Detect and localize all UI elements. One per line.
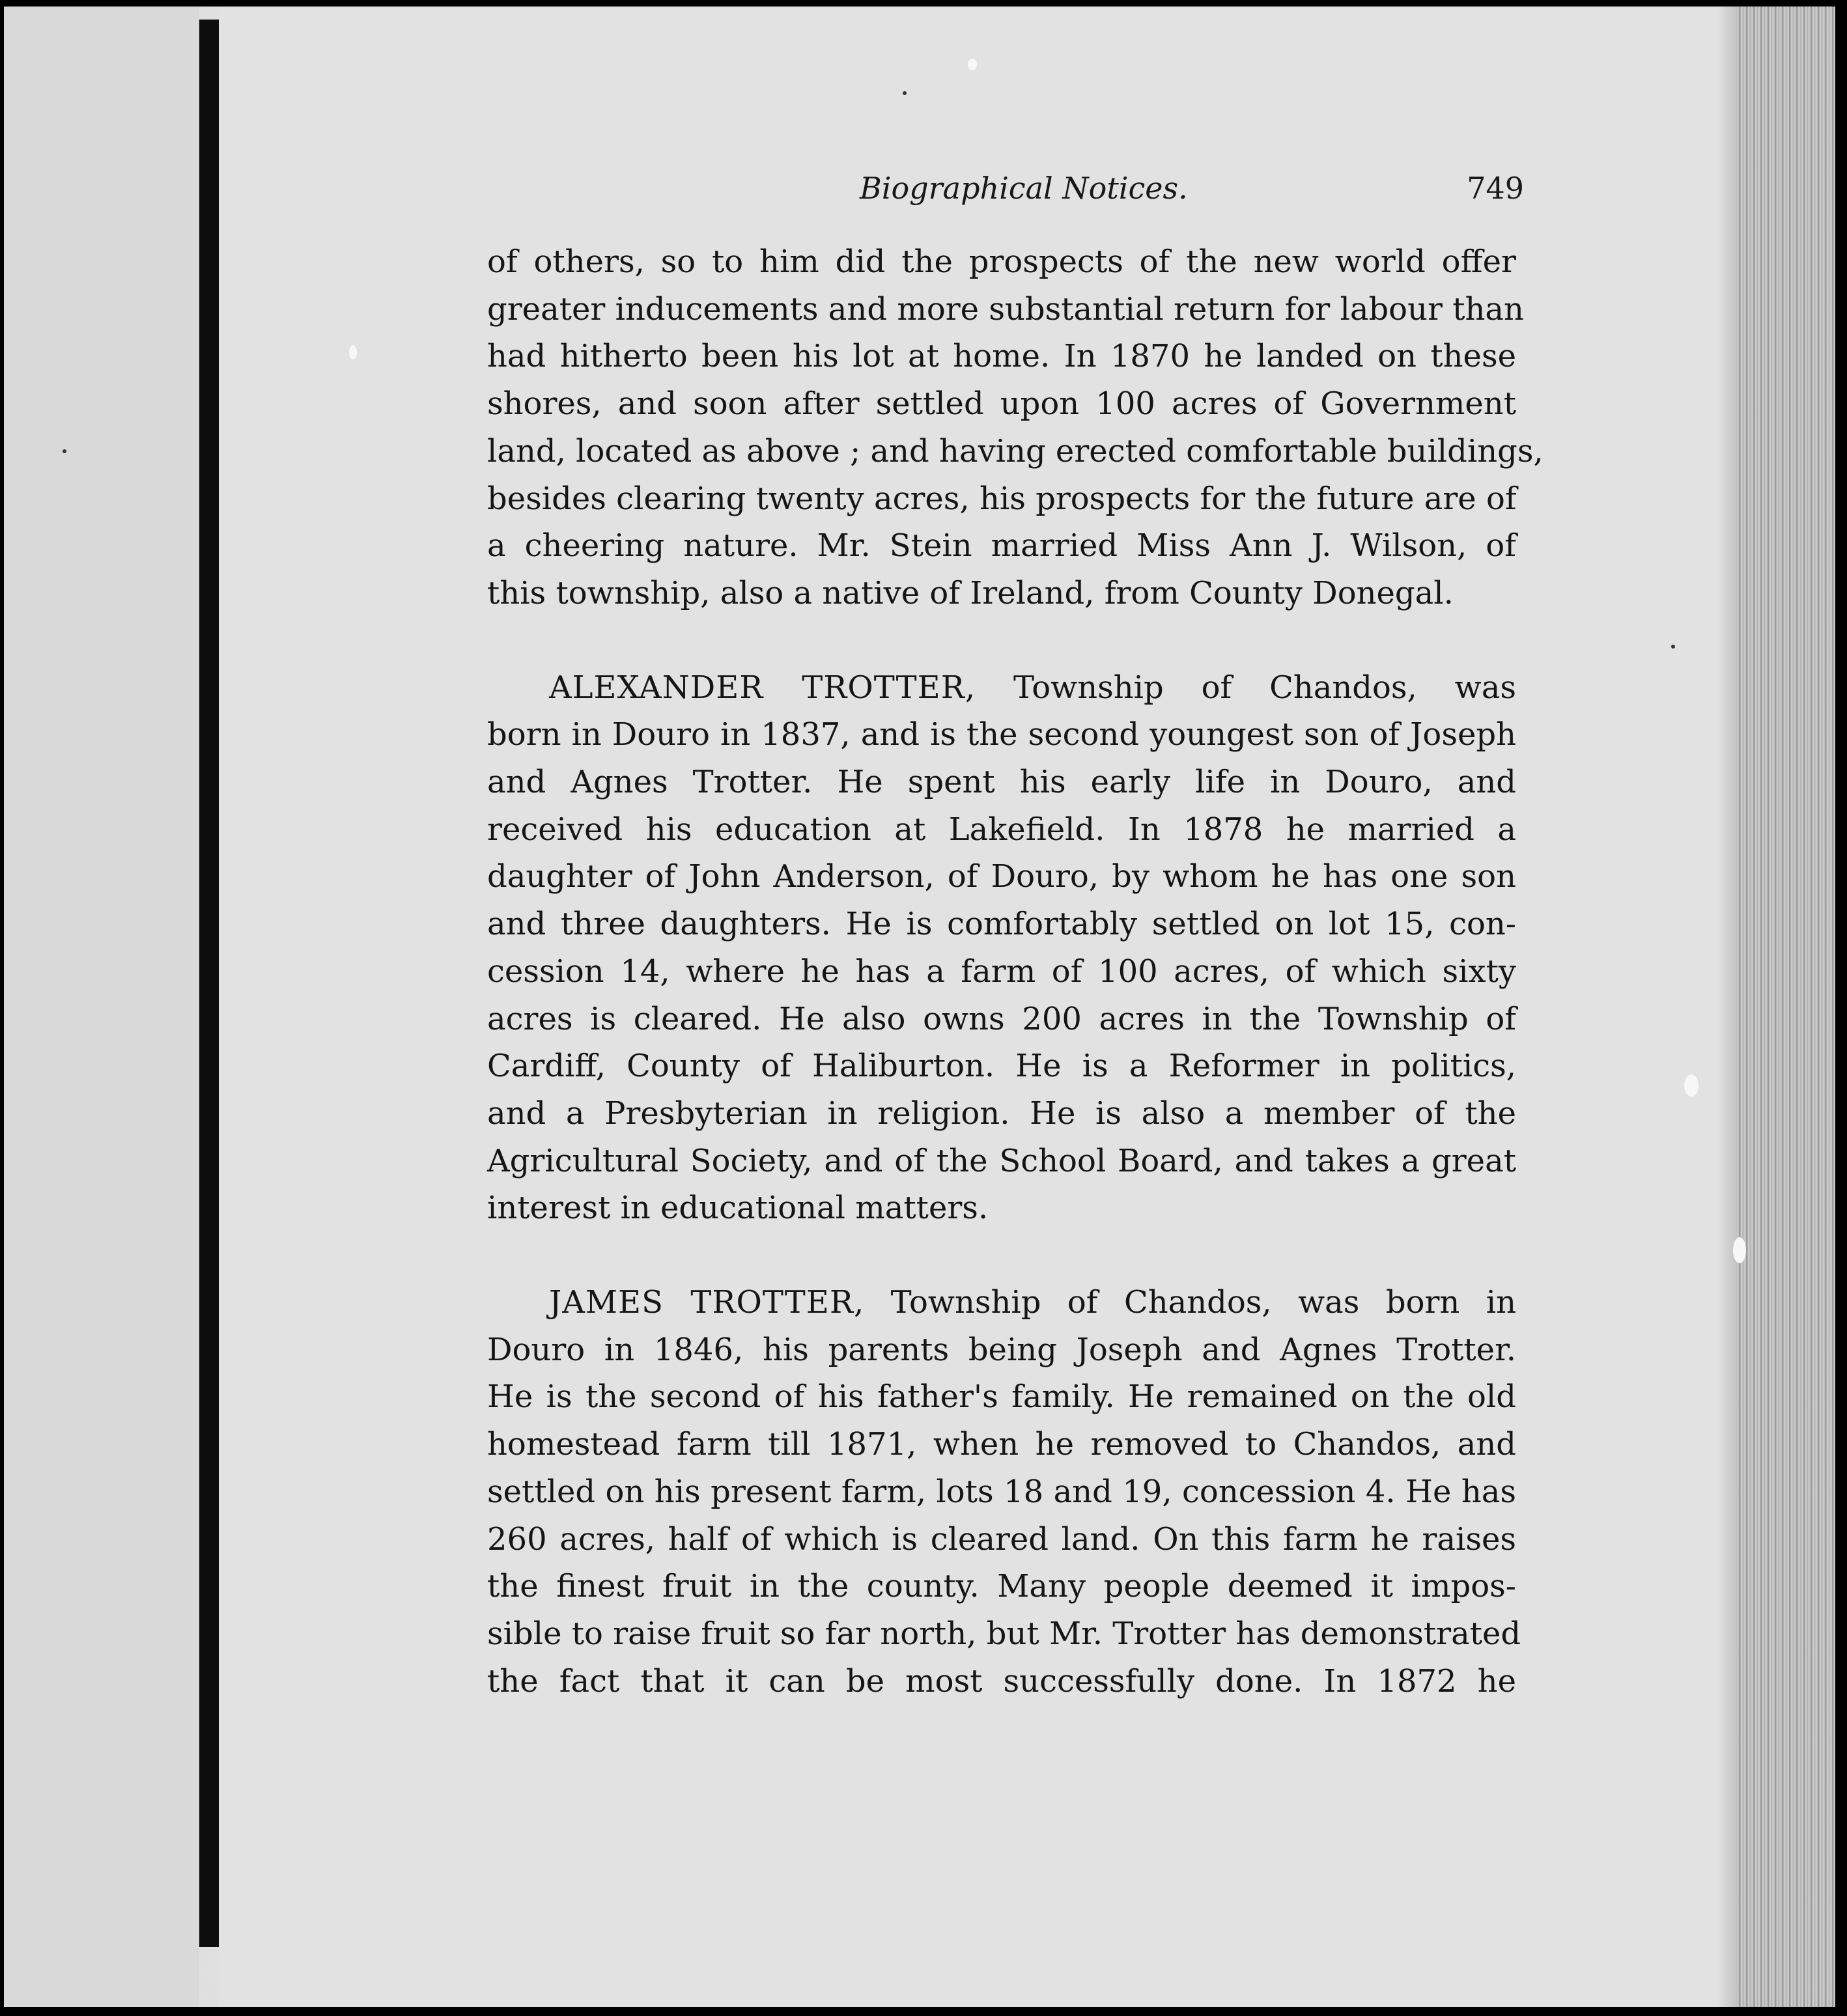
text-fragment: Township of Chandos, was born in bbox=[864, 1284, 1516, 1321]
text-line: Cardiff, County of Haliburton. He is a Reformer in politics, bbox=[487, 1048, 1516, 1085]
text-fragment: Township of Chandos, was bbox=[976, 669, 1516, 706]
text-line: He is the second of his father's family. He remained on the old bbox=[487, 1379, 1516, 1416]
scan-speck bbox=[903, 91, 907, 95]
paragraph-continued bbox=[487, 238, 1544, 617]
text-line: born in Douro in 1837, and is the second youngest son of Joseph bbox=[487, 716, 1516, 753]
text-line: land, located as above ; and having erected comfortable buildings, bbox=[487, 432, 1544, 469]
text-line: had hitherto been his lot at home. In 1870 he landed on these bbox=[487, 338, 1516, 375]
text-line: Douro in 1846, his parents being Joseph and Agnes Trotter. bbox=[487, 1331, 1516, 1368]
paragraph-alexander-trotter bbox=[487, 664, 1516, 1232]
scan-speck bbox=[1733, 1237, 1746, 1263]
text-line: daughter of John Anderson, of Douro, by whom he has one son bbox=[487, 858, 1516, 895]
text-line: acres is cleared. He also owns 200 acres in the Township of bbox=[487, 1000, 1516, 1037]
text-line: sible to raise fruit so far north, but Mr. Trotter has demonstrated bbox=[487, 1615, 1521, 1652]
paragraph-james-trotter bbox=[487, 1279, 1521, 1705]
running-head-title: Biographical Notices. bbox=[860, 171, 1188, 206]
scan-speck bbox=[1684, 1074, 1699, 1097]
entry-name: JAMES TROTTER, bbox=[549, 1284, 865, 1321]
page-stack-edges bbox=[1736, 7, 1835, 2007]
text-line: a cheering nature. Mr. Stein married Miss Ann J. Wilson, of bbox=[487, 527, 1516, 565]
text-line: besides clearing twenty acres, his prospects for the future are of bbox=[487, 480, 1517, 517]
text-line: and Agnes Trotter. He spent his early life in Douro, and bbox=[487, 764, 1516, 801]
text-line: the fact that it can be most successfully done. In 1872 he bbox=[487, 1662, 1516, 1700]
page-number: 749 bbox=[1467, 171, 1524, 206]
scan-speck bbox=[968, 59, 977, 70]
text-line: Agricultural Society, and of the School Board, and takes a great bbox=[487, 1142, 1516, 1179]
text-line: 260 acres, half of which is cleared land. On this farm he raises bbox=[487, 1520, 1516, 1558]
entry-name: ALEXANDER TROTTER, bbox=[549, 669, 976, 706]
text-line bbox=[487, 1279, 1516, 1326]
text-line: interest in educational matters. bbox=[487, 1190, 989, 1227]
text-line: and three daughters. He is comfortably settled on lot 15, con- bbox=[487, 906, 1516, 943]
text-line: the finest fruit in the county. Many people deemed it impos- bbox=[487, 1568, 1516, 1605]
book-spine-shadow bbox=[199, 20, 219, 1947]
text-line bbox=[487, 664, 1516, 712]
text-line: of others, so to him did the prospects of the new world offer bbox=[487, 244, 1516, 280]
text-line: this township, also a native of Ireland, from County Donegal. bbox=[487, 574, 1454, 611]
text-line: settled on his present farm, lots 18 and 19, concession 4. He has bbox=[487, 1473, 1516, 1510]
text-line: shores, and soon after settled upon 100 acres of Government bbox=[487, 385, 1516, 423]
facing-page-margin bbox=[4, 7, 199, 2007]
text-line: homestead farm till 1871, when he removed to Chandos, and bbox=[487, 1426, 1516, 1463]
text-line: and a Presbyterian in religion. He is also a member of the bbox=[487, 1095, 1516, 1132]
body-text bbox=[487, 238, 1544, 1705]
text-line: cession 14, where he has a farm of 100 acres, of which sixty bbox=[487, 953, 1516, 990]
text-line: greater inducements and more substantial return for labour than bbox=[487, 290, 1524, 328]
text-line: received his education at Lakefield. In 1878 he married a bbox=[487, 811, 1516, 848]
scan-speck bbox=[349, 345, 357, 359]
scan-speck bbox=[1671, 645, 1675, 649]
scan-speck bbox=[63, 449, 66, 453]
running-head bbox=[847, 171, 1524, 216]
